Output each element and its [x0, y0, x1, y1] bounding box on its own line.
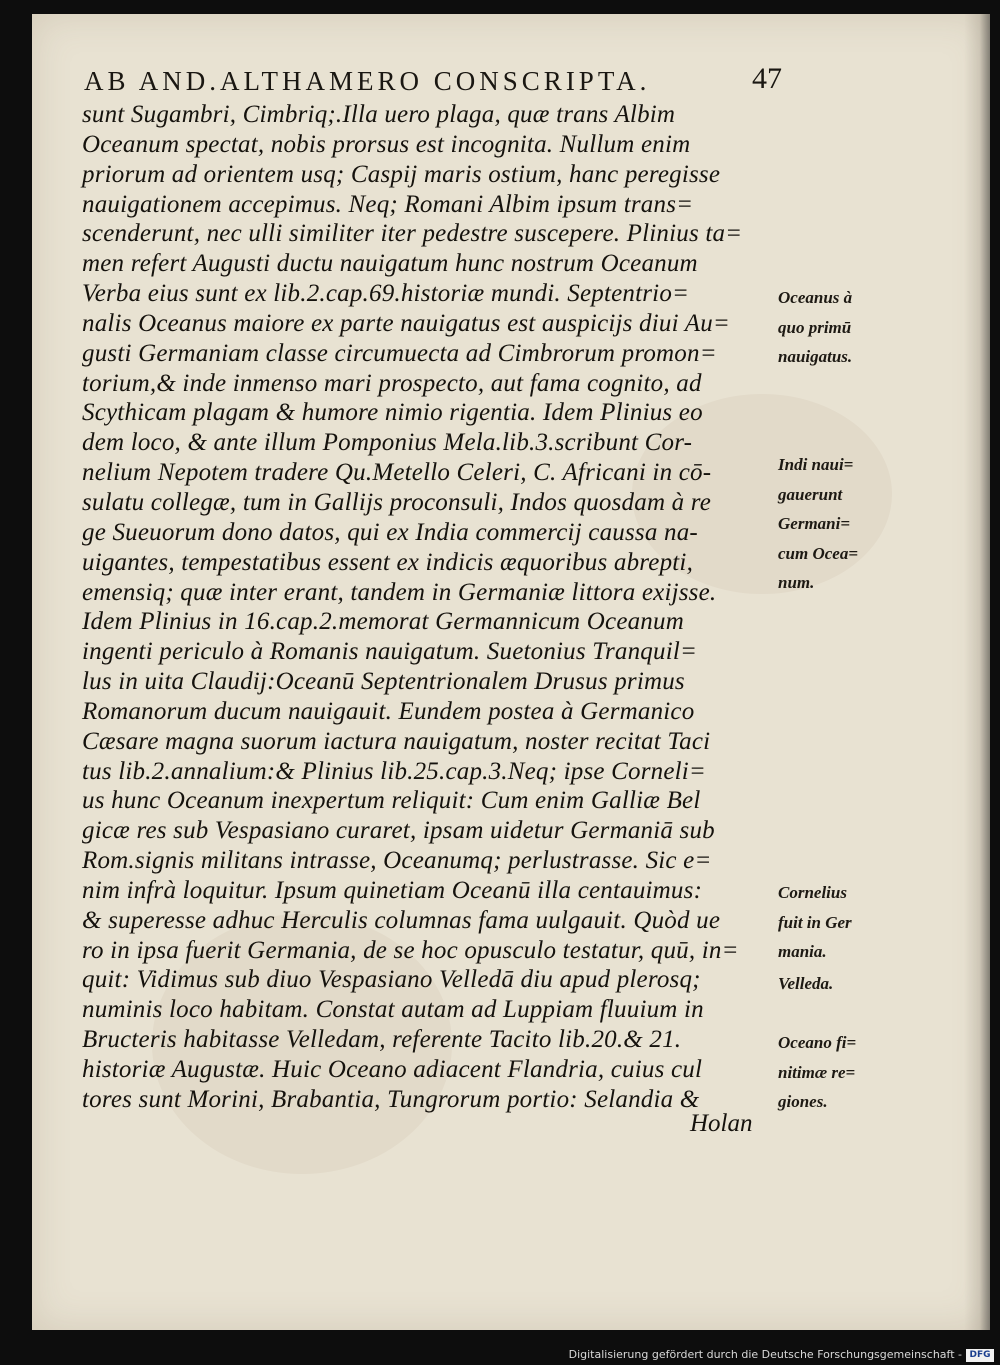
text-line: lus in uita Claudij:Oceanū Septentrionalem Drusus primus: [82, 668, 685, 696]
text-line: Verba eius sunt ex lib.2.cap.69.historiæ mundi. Septentrio=: [82, 280, 690, 308]
text-line: us hunc Oceanum inexpertum reliquit: Cum enim Galliæ Bel: [82, 787, 701, 815]
marginal-note-ocean-navigation: [778, 283, 852, 372]
body-text: [82, 100, 802, 1115]
text-line: Scythicam plagam & humore nimio rigentia. Idem Plinius eo: [82, 399, 703, 427]
marginal-note-indians: [778, 450, 858, 598]
catchword: Holan: [690, 1110, 753, 1137]
text-line: Rom.signis militans intrasse, Oceanumq; perlustrasse. Sic e=: [82, 847, 712, 875]
marginal-note-regions: [778, 1028, 856, 1117]
marginal-note-line: fuit in Ger: [778, 912, 852, 932]
text-line: torium,& inde inmenso mari prospecto, aut fama cognito, ad: [82, 369, 702, 397]
dfg-logo: DFG: [966, 1349, 994, 1362]
marginal-note-line: quo primū: [778, 317, 852, 337]
text-line: nim infrà loquitur. Ipsum quinetiam Oceanū illa centauimus:: [82, 876, 703, 904]
text-line: Idem Plinius in 16.cap.2.memorat Germannicum Oceanum: [82, 608, 684, 636]
text-line: men refert Augusti ductu nauigatum hunc nostrum Oceanum: [82, 250, 698, 278]
marginal-note-cornelius: [778, 878, 852, 967]
text-line: sulatu collegæ, tum in Gallijs proconsuli, Indos quosdam à re: [82, 488, 712, 516]
marginal-note-line: nauigatus.: [778, 347, 853, 366]
text-line: & superesse adhuc Herculis columnas fama uulgauit. Quòd ue: [82, 906, 721, 934]
text-line: gicæ res sub Vespasiano curaret, ipsam uidetur Germaniā sub: [82, 817, 715, 845]
text-line: scenderunt, nec ulli similiter iter pedestre suscepere. Plinius ta=: [82, 220, 743, 248]
text-line: historiæ Augustæ. Huic Oceano adiacent Flandria, cuius cul: [82, 1056, 703, 1083]
text-line: tus lib.2.annalium:& Plinius lib.25.cap.3.Neq; ipse Corneli=: [82, 757, 706, 785]
marginal-note-line: cum Ocea=: [778, 543, 859, 563]
text-line: ge Sueuorum dono datos, qui ex India commercij caussa na-: [82, 518, 698, 546]
page-number: 47: [752, 62, 782, 95]
marginal-note-line: giones.: [778, 1092, 828, 1111]
marginal-note-line: Cornelius: [778, 883, 847, 902]
text-line: Oceanum spectat, nobis prorsus est incognita. Nullum enim: [82, 130, 691, 158]
text-line: Cæsare magna suorum iactura nauigatum, noster recitat Taci: [82, 727, 711, 755]
text-line: uigantes, tempestatibus essent ex indicis æquoribus abrepti,: [82, 548, 694, 576]
marginal-note-velleda: [778, 969, 833, 999]
marginal-note-line: Germani=: [778, 514, 851, 533]
text-line: tores sunt Morini, Brabantia, Tungrorum portio: Selandia &: [82, 1085, 700, 1113]
text-line: quit: Vidimus sub diuo Vespasiano Velledā diu apud plerosq;: [82, 966, 701, 994]
text-line: gusti Germaniam classe circumuecta ad Cimbrorum promon=: [82, 339, 717, 367]
marginal-note-line: Velleda.: [778, 974, 834, 993]
marginal-note-line: mania.: [778, 942, 827, 961]
marginal-note-line: num.: [778, 573, 815, 592]
marginal-note-line: Oceano fi=: [778, 1033, 857, 1052]
text-line: dem loco, & ante illum Pomponius Mela.lib.3.scribunt Cor-: [82, 429, 693, 457]
text-line: ro in ipsa fuerit Germania, de se hoc opusculo testatur, quū, in=: [82, 936, 739, 964]
page-edge-shadow: [964, 14, 990, 1330]
text-line: Bructeris habitasse Velledam, referente Tacito lib.20.& 21.: [82, 1026, 682, 1054]
marginal-note-line: gauerunt: [778, 484, 843, 504]
text-line: nalis Oceanus maiore ex parte nauigatus est auspicijs diui Au=: [82, 309, 730, 337]
text-line: nelium Nepotem tradere Qu.Metello Celeri, C. Africani in cō-: [82, 459, 712, 487]
text-line: priorum ad orientem usq; Caspij maris ostium, hanc peregisse: [82, 160, 721, 188]
marginal-note-line: nitimæ re=: [778, 1062, 856, 1082]
text-line: ingenti periculo à Romanis nauigatum. Suetonius Tranquil=: [82, 638, 698, 666]
text-line: Romanorum ducum nauigauit. Eundem postea à Germanico: [82, 697, 695, 725]
text-line: emensiq; quæ inter erant, tandem in Germaniæ littora exijsse.: [82, 578, 717, 606]
marginal-note-line: Indi naui=: [778, 455, 854, 474]
running-title: AB AND.ALTHAMERO CONSCRIPTA.: [84, 66, 651, 96]
text-line: sunt Sugambri, Cimbriq;.Illa uero plaga, quæ trans Albim: [82, 101, 676, 128]
text-line: nauigationem accepimus. Neq; Romani Albim ipsum trans=: [82, 190, 694, 218]
marginal-note-line: Oceanus à: [778, 288, 853, 307]
digitization-credit: Digitalisierung gefördert durch die Deutsche Forschungsgemeinschaft -: [568, 1348, 962, 1361]
text-line: numinis loco habitam. Constat autam ad Luppiam fluuium in: [82, 996, 704, 1024]
